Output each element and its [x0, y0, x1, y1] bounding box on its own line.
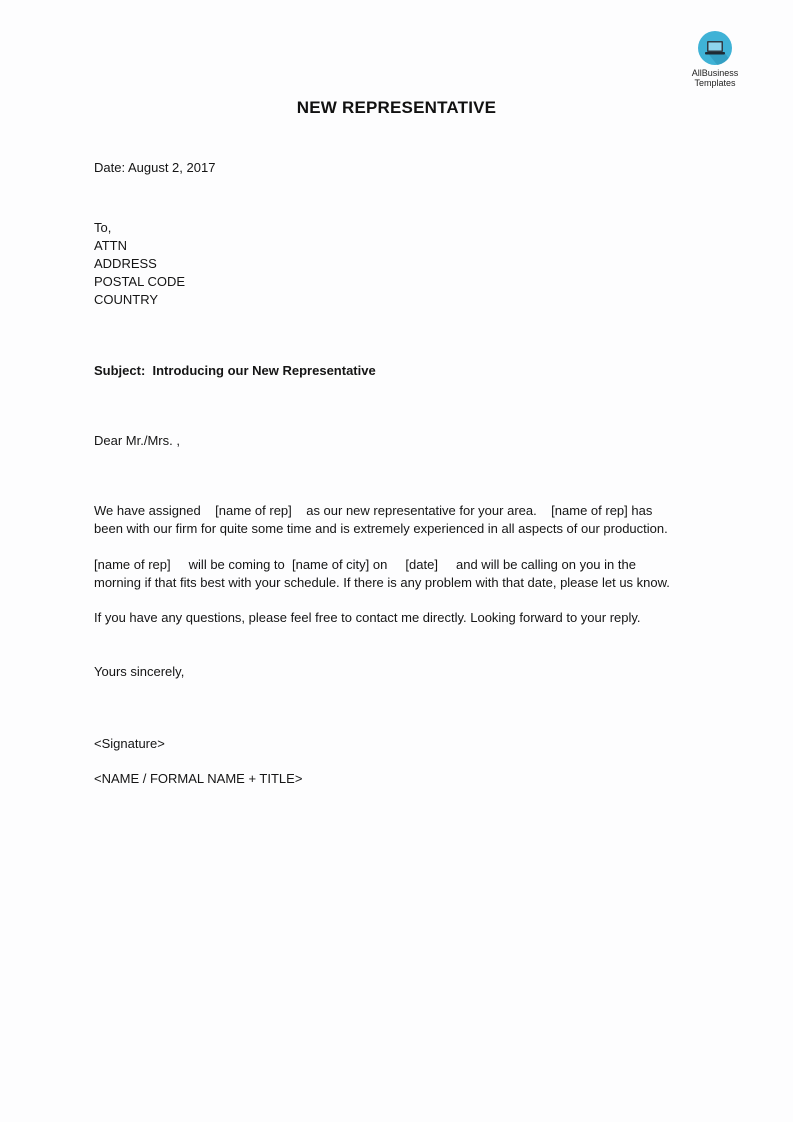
name-title-placeholder: <NAME / FORMAL NAME + TITLE> — [94, 771, 303, 786]
paragraph-1 — [94, 502, 704, 538]
company-logo — [684, 31, 746, 88]
address-postal-code: POSTAL CODE — [94, 274, 186, 289]
paragraph-2-line-2: morning if that fits best with your schedule. If there is any problem with that date, please let us know. — [94, 575, 670, 590]
address-street: ADDRESS — [94, 256, 157, 271]
address-attn: ATTN — [94, 238, 127, 253]
laptop-icon — [698, 31, 732, 65]
logo-text-line1: AllBusiness — [691, 68, 739, 78]
closing: Yours sincerely, — [94, 664, 185, 679]
date-line: Date: August 2, 2017 — [94, 160, 216, 175]
address-country: COUNTRY — [94, 292, 159, 307]
paragraph-2 — [94, 556, 704, 592]
paragraph-1-line-1: We have assigned [name of rep] as our new representative for your area. [name of rep] has — [94, 503, 653, 518]
subject-line: Subject: Introducing our New Representative — [94, 363, 376, 378]
paragraph-3: If you have any questions, please feel free to contact me directly. Looking forward to your reply. — [94, 610, 641, 625]
signature-placeholder: <Signature> — [94, 736, 165, 751]
logo-text-line2: Templates — [694, 78, 736, 88]
paragraph-2-line-1: [name of rep] will be coming to [name of city] on [date] and will be calling on you in the — [94, 557, 636, 572]
page-title: NEW REPRESENTATIVE — [296, 98, 497, 117]
salutation: Dear Mr./Mrs. , — [94, 433, 180, 448]
address-to: To, — [94, 220, 112, 235]
paragraph-1-line-2: been with our firm for quite some time and is extremely experienced in all aspects of our production. — [94, 521, 668, 536]
